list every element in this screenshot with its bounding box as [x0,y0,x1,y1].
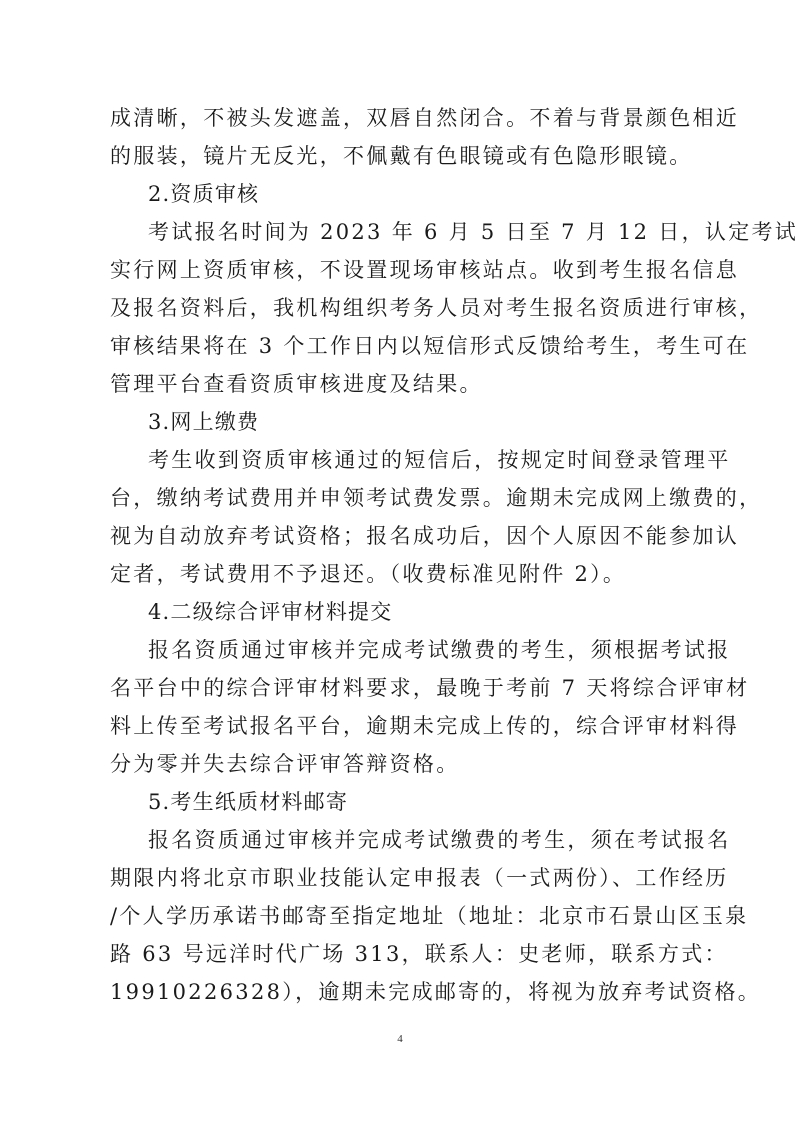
section-heading-paper-mailing: 5.考生纸质材料邮寄 [148,790,349,814]
section-heading-material-submission: 4.二级综合评审材料提交 [148,600,393,624]
paragraph-line: 定者，考试费用不予退还。（收费标准见附件 2）。 [110,562,627,586]
paragraph-line: 期限内将北京市职业技能认定申报表（一式两份）、工作经历 [110,866,729,890]
paragraph-line: 名平台中的综合评审材料要求，最晚于考前 7 天将综合评审材 [110,676,750,700]
paragraph-line: 19910226328），逾期未完成邮寄的，将视为放弃考试资格。 [110,980,762,1004]
paragraph-line: 台，缴纳考试费用并申领考试费发票。逾期未完成网上缴费的， [110,486,763,510]
paragraph-line: 成清晰，不被头发遮盖，双唇自然闭合。不着与背景颜色相近 [110,106,740,130]
paragraph-line: 料上传至考试报名平台，逾期未完成上传的，综合评审材料得 [110,714,740,738]
paragraph-line: 报名资质通过审核并完成考试缴费的考生，须在考试报名 [148,828,731,852]
paragraph-line: 路 63 号远洋时代广场 313，联系人：史老师，联系方式： [110,942,728,966]
paragraph-line: 的服装，镜片无反光，不佩戴有色眼镜或有色隐形眼镜。 [110,144,693,168]
paragraph-line: 报名资质通过审核并完成考试缴费的考生，须根据考试报 [148,638,731,662]
paragraph-line: 分为零并失去综合评审答辩资格。 [110,752,460,776]
paragraph-line: 审核结果将在 3 个工作日内以短信形式反馈给考生，考生可在 [110,334,750,358]
paragraph-line: 实行网上资质审核，不设置现场审核站点。收到考生报名信息 [110,258,740,282]
page-number: 4 [397,1033,403,1045]
paragraph-line: 管理平台查看资质审核进度及结果。 [110,372,483,396]
section-heading-online-payment: 3.网上缴费 [148,410,260,434]
paragraph-line: 考生收到资质审核通过的短信后，按规定时间登录管理平 [148,448,731,472]
paragraph-line: /个人学历承诺书邮寄至指定地址（地址：北京市石景山区玉泉 [110,904,749,928]
paragraph-line: 视为自动放弃考试资格；报名成功后，因个人原因不能参加认 [110,524,740,548]
paragraph-line: 考试报名时间为 2023 年 6 月 5 日至 7 月 12 日，认定考试 [148,220,799,244]
paragraph-line: 及报名资料后，我机构组织考务人员对考生报名资质进行审核， [110,296,763,320]
section-heading-qualification-review: 2.资质审核 [148,182,260,206]
